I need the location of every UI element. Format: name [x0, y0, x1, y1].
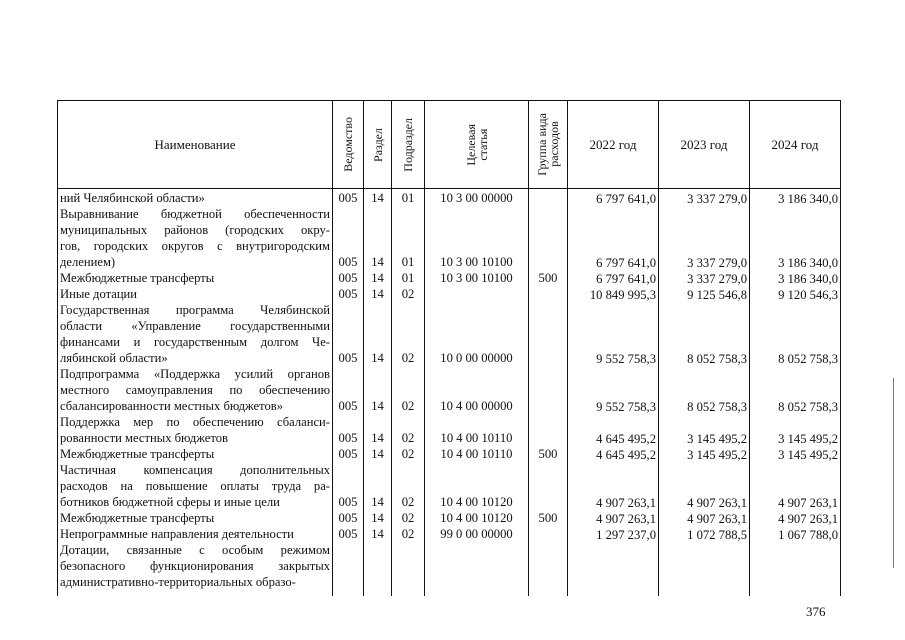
row-name-line: безопасного функционирования закрытых [60, 559, 330, 573]
cell-vedomstvo: 005 [338, 431, 358, 445]
row-name-line: Межбюджетные трансферты [60, 447, 215, 461]
cell-razdel: 14 [371, 255, 384, 269]
row-name-line: административно-территориальных образо- [60, 575, 296, 589]
cell-2024: 3 186 340,0 [778, 256, 838, 270]
row-name-line: области «Управление государственными [60, 319, 330, 333]
cell-celevaya-statya: 10 3 00 00000 [440, 191, 513, 205]
cell-2024: 8 052 758,3 [778, 400, 838, 414]
header-name: Наименование [154, 136, 236, 152]
cell-2023: 3 337 279,0 [687, 272, 747, 286]
cell-2024: 4 907 263,1 [778, 512, 838, 526]
cell-2024: 3 145 495,2 [778, 448, 838, 462]
header-podrazdel: Подраздел [401, 117, 415, 172]
table-row [0, 510, 905, 526]
table-row [0, 206, 905, 270]
table-row [0, 542, 905, 590]
table-row [0, 526, 905, 542]
cell-podrazdel: 02 [401, 351, 415, 365]
cell-vedomstvo: 005 [338, 191, 358, 205]
cell-2024: 3 145 495,2 [778, 432, 838, 446]
header-gruppa-vida-rashodov: Группа вида расходов [535, 113, 561, 176]
cell-2023: 8 052 758,3 [687, 400, 747, 414]
cell-vedomstvo: 005 [338, 351, 358, 365]
cell-celevaya-statya: 10 4 00 00000 [440, 399, 513, 413]
cell-podrazdel: 01 [401, 271, 415, 285]
cell-gruppa: 500 [538, 447, 558, 461]
row-name-line: муниципальных районов (городских окру- [60, 223, 330, 237]
header-2022: 2022 год [589, 136, 637, 152]
row-name-line: Дотации, связанные с особым режимом [60, 543, 330, 557]
row-name-line: Частичная компенсация дополнительных [60, 463, 330, 477]
table-row [0, 286, 905, 302]
row-name-line: Межбюджетные трансферты [60, 271, 215, 285]
row-name-line: ботников бюджетной сферы и иные цели [60, 495, 280, 509]
cell-2022: 6 797 641,0 [596, 256, 656, 270]
cell-celevaya-statya: 99 0 00 00000 [440, 527, 513, 541]
row-name-line: сбалансированности местных бюджетов» [60, 399, 284, 413]
page-number: 376 [806, 604, 826, 619]
cell-razdel: 14 [371, 431, 384, 445]
cell-razdel: 14 [371, 191, 384, 205]
table-row [0, 270, 905, 286]
row-name-line: гов, городских округов с внутригородским [60, 239, 330, 253]
cell-2024: 3 186 340,0 [778, 272, 838, 286]
cell-2022: 1 297 237,0 [596, 528, 656, 542]
cell-podrazdel: 02 [401, 495, 415, 509]
cell-2024: 9 120 546,3 [778, 288, 838, 302]
cell-2023: 3 337 279,0 [687, 192, 747, 206]
cell-2022: 4 645 495,2 [596, 432, 656, 446]
table-row [0, 446, 905, 462]
scan-edge-line [893, 378, 894, 568]
cell-podrazdel: 01 [401, 191, 415, 205]
cell-vedomstvo: 005 [338, 287, 358, 301]
cell-vedomstvo: 005 [338, 255, 358, 269]
cell-vedomstvo: 005 [338, 447, 358, 461]
cell-2022: 4 907 263,1 [596, 496, 656, 510]
cell-2023: 4 907 263,1 [687, 512, 747, 526]
table-row [0, 366, 905, 414]
cell-2022: 4 645 495,2 [596, 448, 656, 462]
cell-razdel: 14 [371, 399, 384, 413]
cell-2022: 6 797 641,0 [596, 272, 656, 286]
cell-vedomstvo: 005 [338, 495, 358, 509]
cell-podrazdel: 01 [401, 255, 415, 269]
cell-podrazdel: 02 [401, 287, 415, 301]
cell-vedomstvo: 005 [338, 271, 358, 285]
cell-podrazdel: 02 [401, 399, 415, 413]
header-vedomstvo: Ведомство [341, 117, 355, 172]
table-row [0, 414, 905, 446]
cell-razdel: 14 [371, 287, 384, 301]
row-name-line: Межбюджетные трансферты [60, 511, 215, 525]
cell-2024: 4 907 263,1 [778, 496, 838, 510]
cell-celevaya-statya: 10 3 00 10100 [440, 255, 513, 269]
row-name-line: ний Челябинской области» [60, 191, 205, 205]
header-razdel: Раздел [370, 127, 385, 162]
cell-razdel: 14 [371, 271, 384, 285]
cell-2024: 3 186 340,0 [778, 192, 838, 206]
table-row [0, 190, 905, 206]
cell-2024: 8 052 758,3 [778, 352, 838, 366]
row-name-line: Выравнивание бюджетной обеспеченности [60, 207, 330, 221]
header-2023: 2023 год [680, 136, 728, 152]
row-name-line: Государственная программа Челябинской [60, 303, 330, 317]
cell-2022: 10 849 995,3 [589, 288, 656, 302]
cell-podrazdel: 02 [401, 511, 415, 525]
cell-razdel: 14 [371, 495, 384, 509]
cell-2022: 4 907 263,1 [596, 512, 656, 526]
cell-podrazdel: 02 [401, 527, 415, 541]
row-name-line: местного самоуправления по обеспечению [60, 383, 330, 397]
row-name-line: расходов на повышение оплаты труда ра- [60, 479, 330, 493]
cell-celevaya-statya: 10 4 00 10120 [440, 495, 513, 509]
cell-celevaya-statya: 10 4 00 10110 [440, 431, 513, 445]
row-name-line: рованности местных бюджетов [60, 431, 228, 445]
header-celevaya-statya: Целевая статья [463, 123, 490, 166]
cell-2023: 4 907 263,1 [687, 496, 747, 510]
cell-celevaya-statya: 10 4 00 10120 [440, 511, 513, 525]
cell-celevaya-statya: 10 0 00 00000 [440, 351, 513, 365]
cell-gruppa: 500 [538, 271, 558, 285]
cell-vedomstvo: 005 [338, 511, 358, 525]
cell-2024: 1 067 788,0 [778, 528, 838, 542]
cell-2023: 9 125 546,8 [687, 288, 747, 302]
row-name-line: финансами и государственным долгом Че- [60, 335, 330, 349]
cell-razdel: 14 [371, 527, 384, 541]
row-name-line: Иные дотации [60, 287, 138, 301]
table-row [0, 462, 905, 510]
cell-2023: 1 072 788,5 [687, 528, 747, 542]
cell-razdel: 14 [371, 351, 384, 365]
cell-2022: 6 797 641,0 [596, 192, 656, 206]
cell-2022: 9 552 758,3 [596, 400, 656, 414]
cell-2023: 3 145 495,2 [687, 432, 747, 446]
cell-gruppa: 500 [538, 511, 558, 525]
cell-2023: 8 052 758,3 [687, 352, 747, 366]
row-name-line: Поддержка мер по обеспечению сбаланси- [60, 415, 330, 429]
cell-celevaya-statya: 10 4 00 10110 [440, 447, 513, 461]
cell-celevaya-statya: 10 3 00 10100 [440, 271, 513, 285]
table-row [0, 302, 905, 366]
cell-podrazdel: 02 [401, 431, 415, 445]
cell-2022: 9 552 758,3 [596, 352, 656, 366]
cell-2023: 3 337 279,0 [687, 256, 747, 270]
cell-razdel: 14 [371, 447, 384, 461]
row-name-line: Подпрограмма «Поддержка усилий органов [60, 367, 330, 381]
header-divider [57, 188, 840, 189]
row-name-line: Непрограммные направления деятельности [60, 527, 294, 541]
cell-razdel: 14 [371, 511, 384, 525]
row-name-line: лябинской области» [60, 351, 168, 365]
row-name-line: делением) [60, 255, 116, 269]
cell-2023: 3 145 495,2 [687, 448, 747, 462]
cell-vedomstvo: 005 [338, 527, 358, 541]
header-2024: 2024 год [771, 136, 819, 152]
cell-podrazdel: 02 [401, 447, 415, 461]
cell-vedomstvo: 005 [338, 399, 358, 413]
